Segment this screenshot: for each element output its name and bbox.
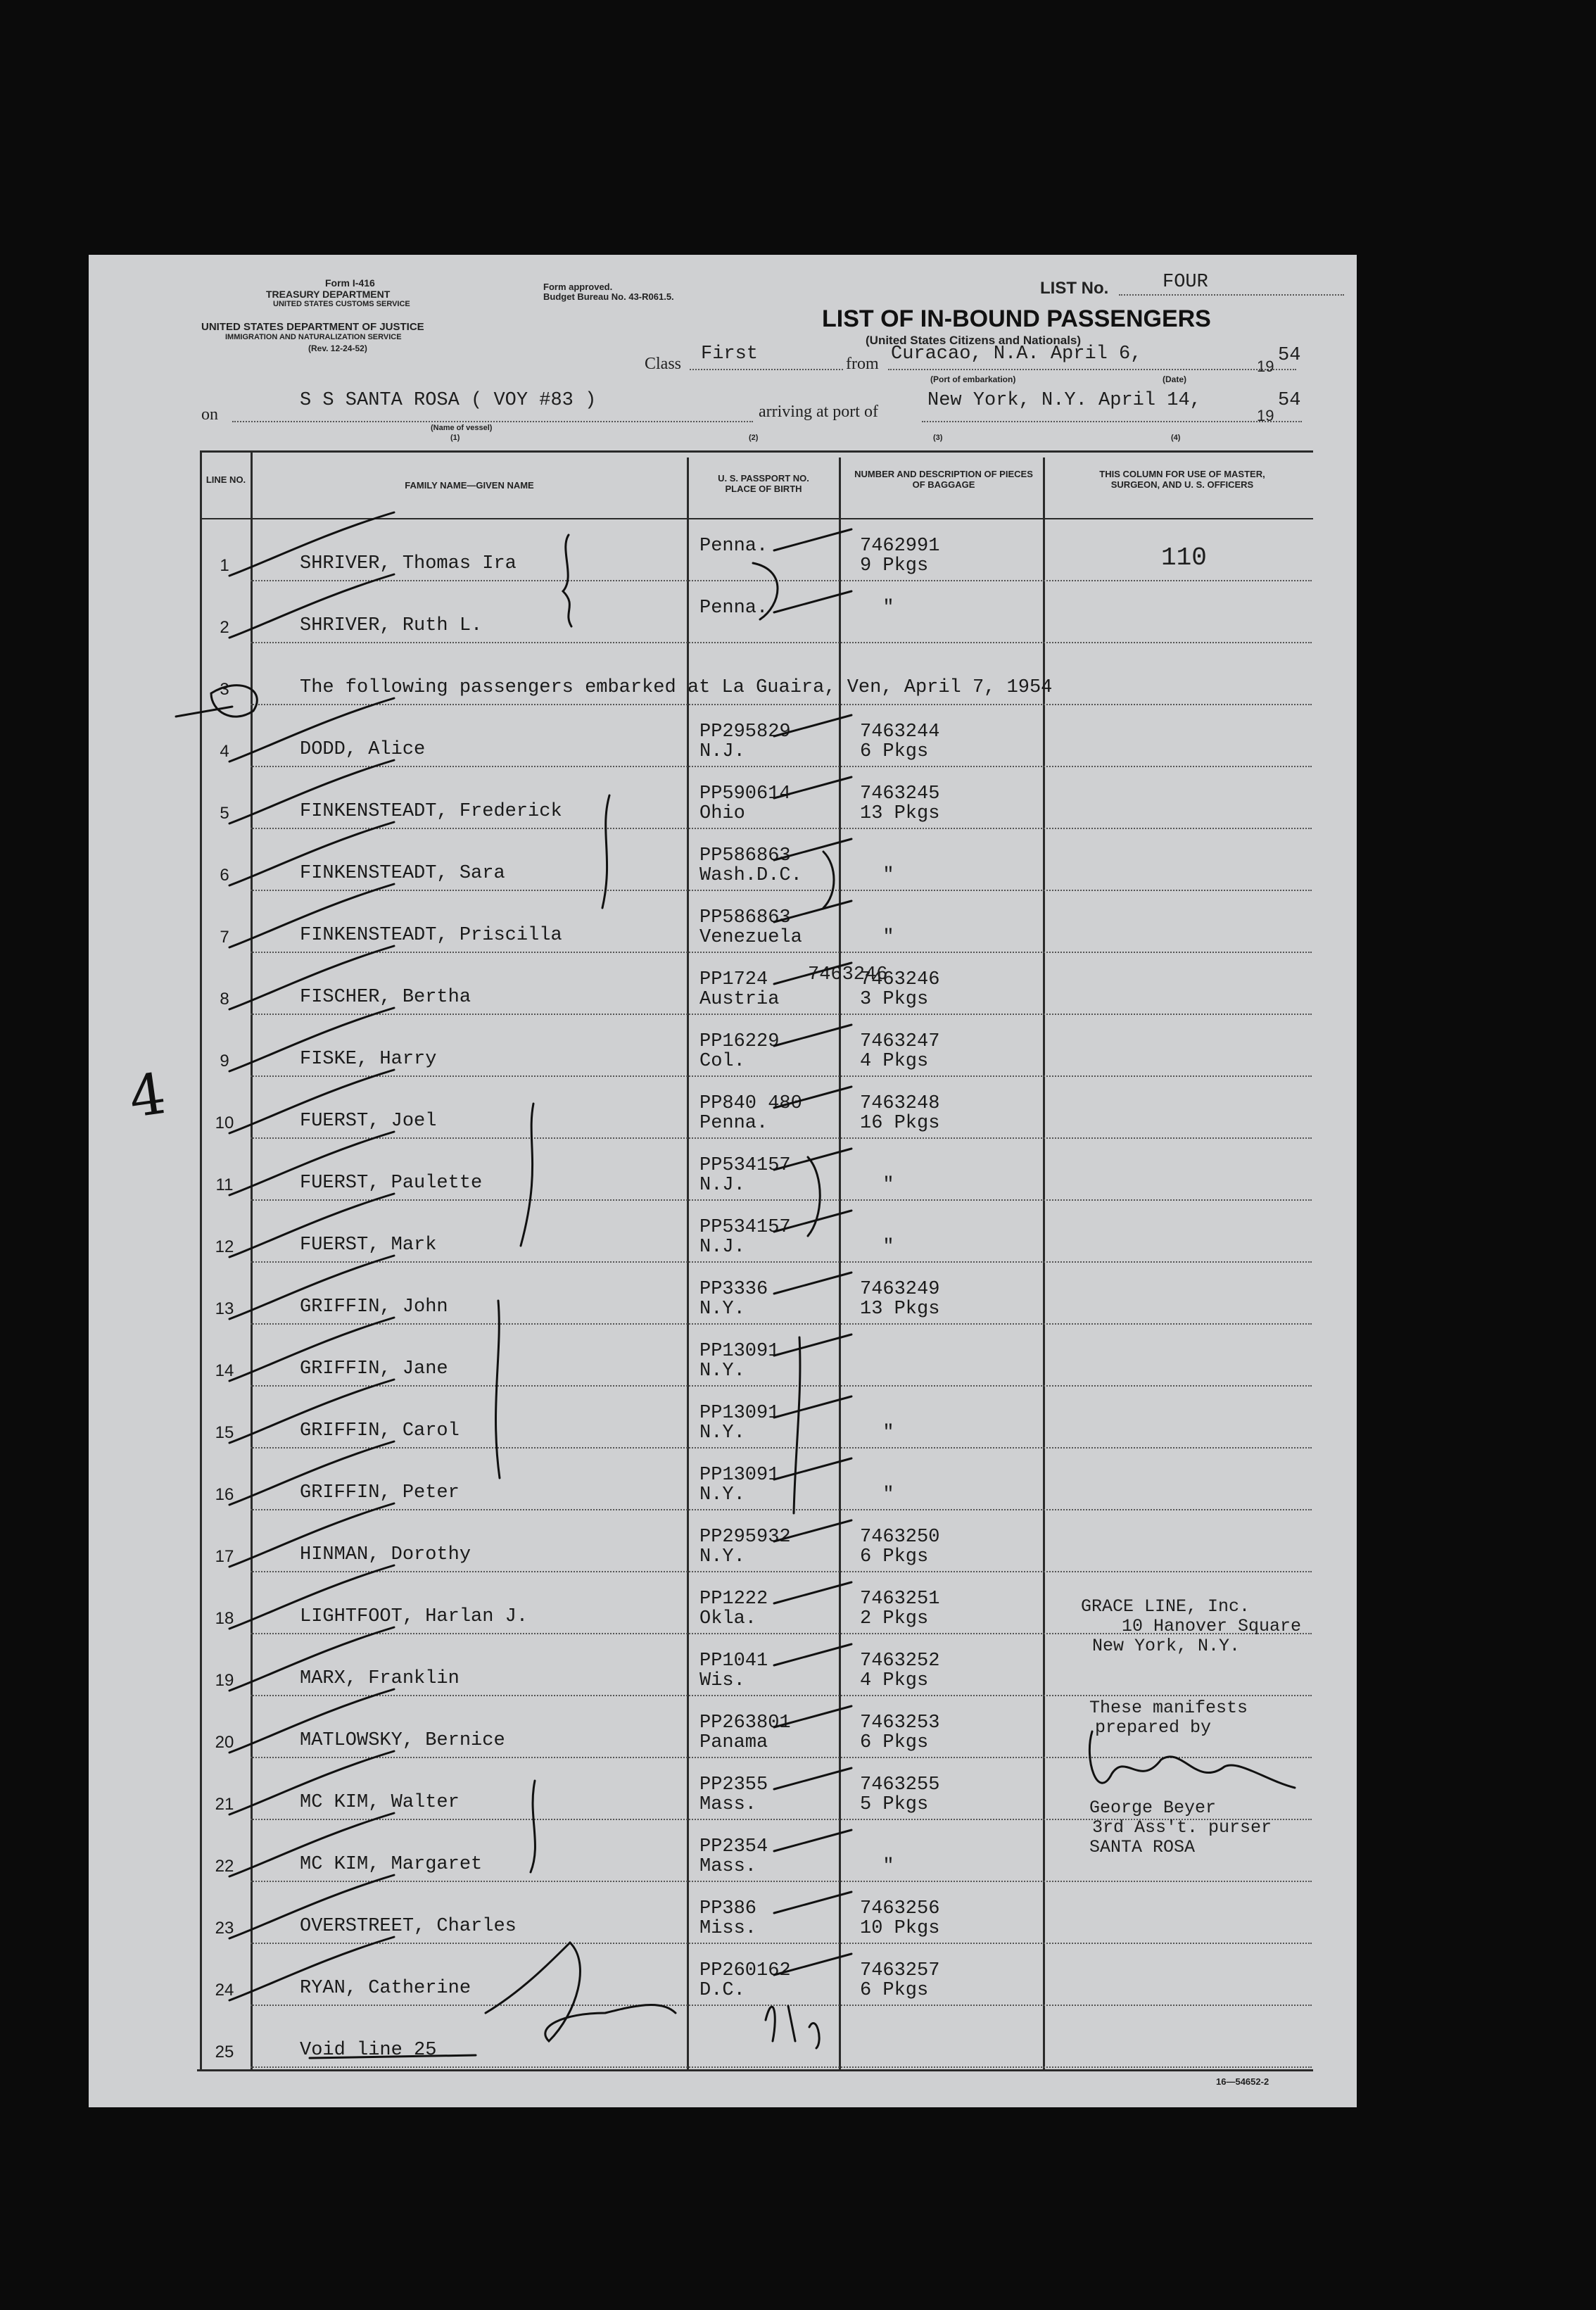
passport-birthplace: PP13091 N.Y. <box>699 1341 780 1382</box>
table-row <box>200 1078 1312 1140</box>
table-row <box>200 1326 1312 1388</box>
baggage-description: 7463247 4 Pkgs <box>860 1031 940 1072</box>
form-revision: (Rev. 12-24-52) <box>308 343 367 353</box>
passport-birthplace: PP13091 N.Y. <box>699 1403 780 1444</box>
vessel-caption: (Name of vessel) <box>431 424 493 432</box>
line-number: 13 <box>215 1299 234 1318</box>
preparer-name: George Beyer <box>1089 1798 1217 1818</box>
vessel-name: S S SANTA ROSA ( VOY #83 ) <box>300 390 597 411</box>
caption-4: (4) <box>1171 434 1181 442</box>
passport-birthplace: PP534157 N.J. <box>699 1155 791 1196</box>
arrival-value: New York, N.Y. April 14, <box>927 390 1201 411</box>
from-label: from <box>846 355 879 373</box>
list-no-rule <box>1119 294 1344 296</box>
line-number: 20 <box>215 1733 234 1752</box>
baggage-description: " <box>860 598 894 619</box>
table-row <box>200 1264 1312 1326</box>
passenger-name: DODD, Alice <box>300 739 426 760</box>
table-row <box>200 1512 1312 1574</box>
list-number-label: LIST No. <box>1040 279 1109 298</box>
table-row <box>200 2007 1312 2069</box>
row-rule <box>251 2066 1312 2068</box>
table-row <box>200 1140 1312 1202</box>
baggage-description: 7463249 13 Pkgs <box>860 1279 940 1320</box>
margin-note: 4 <box>125 1060 170 1131</box>
page-subtitle: (United States Citizens and Nationals) <box>866 334 1082 347</box>
row-rule <box>251 1385 1312 1387</box>
line-number: 25 <box>215 2043 234 2062</box>
passenger-name: FUERST, Joel <box>300 1111 437 1132</box>
passenger-name: FUERST, Paulette <box>300 1173 483 1194</box>
baggage-description: 7463245 13 Pkgs <box>860 783 940 824</box>
budget-bureau: Budget Bureau No. 43-R061.5. <box>543 291 674 302</box>
line-number: 3 <box>220 680 229 699</box>
company-city: New York, N.Y. <box>1092 1636 1241 1656</box>
caption-3: (3) <box>933 434 943 442</box>
baggage-description: " <box>882 865 894 886</box>
table-row <box>200 1016 1312 1078</box>
year-prefix-2: 19 <box>1257 407 1274 424</box>
row-rule <box>251 580 1312 581</box>
passport-birthplace: PP13091 N.Y. <box>699 1465 780 1506</box>
row-rule <box>251 1014 1312 1015</box>
table-row <box>200 1945 1312 2007</box>
passport-birthplace: PP260162 D.C. <box>699 1960 791 2001</box>
table-row <box>200 892 1312 954</box>
passport-birthplace: PP295932 N.Y. <box>699 1527 791 1567</box>
passport-birthplace: PP1724 Austria <box>699 969 780 1010</box>
passport-birthplace: PP586863 Wash.D.C. <box>699 845 802 886</box>
arrival-rule <box>922 421 1302 422</box>
baggage-description: 7463244 6 Pkgs <box>860 721 940 762</box>
customs-service: UNITED STATES CUSTOMS SERVICE <box>273 300 410 308</box>
passport-birthplace: PP16229 Col. <box>699 1031 780 1072</box>
passport-birthplace: Penna. <box>699 598 768 619</box>
passport-birthplace: PP295829 N.J. <box>699 721 791 762</box>
port-embark-caption: (Port of embarkation) <box>930 374 1016 384</box>
row-rule <box>251 2005 1312 2006</box>
row-rule <box>251 1571 1312 1572</box>
baggage-description: 7463250 6 Pkgs <box>860 1527 940 1567</box>
line-number: 17 <box>215 1547 234 1566</box>
line-number: 10 <box>215 1113 234 1132</box>
baggage-description: " <box>882 1484 894 1506</box>
line-number: 4 <box>220 742 229 761</box>
year-2: 54 <box>1278 390 1301 411</box>
baggage-description: 7463251 2 Pkgs <box>860 1589 940 1629</box>
officer-count: 110 <box>1161 543 1207 572</box>
passenger-name: FISCHER, Bertha <box>300 987 471 1008</box>
passport-birthplace: PP586863 Venezuela <box>699 907 802 948</box>
baggage-description: " <box>882 1175 894 1196</box>
company-address: 10 Hanover Square <box>1122 1616 1302 1636</box>
line-number: 2 <box>220 618 229 637</box>
line-number: 14 <box>215 1361 234 1380</box>
page-title: LIST OF IN-BOUND PASSENGERS <box>822 305 1211 332</box>
line-number: 22 <box>215 1857 234 1876</box>
line-number: 16 <box>215 1485 234 1504</box>
line-number: 6 <box>220 866 229 885</box>
row-rule <box>251 1137 1312 1139</box>
row-rule <box>251 1075 1312 1077</box>
row-rule <box>251 890 1312 891</box>
baggage-description: 7463256 10 Pkgs <box>860 1898 940 1939</box>
line-number: 15 <box>215 1423 234 1442</box>
table-row <box>200 521 1312 583</box>
inserted-baggage-number: 7463246 <box>808 964 888 985</box>
table-header-border <box>200 518 1313 519</box>
row-rule <box>251 1199 1312 1201</box>
table-row <box>200 1202 1312 1264</box>
passenger-name: MC KIM, Margaret <box>300 1854 483 1875</box>
from-rule <box>888 369 1296 370</box>
baggage-description: 7463246 3 Pkgs <box>860 969 940 1010</box>
line-number: 19 <box>215 1671 234 1690</box>
baggage-description: 7463257 6 Pkgs <box>860 1960 940 2001</box>
treasury-dept: TREASURY DEPARTMENT <box>266 289 391 300</box>
list-number: FOUR <box>1163 272 1208 293</box>
class-rule <box>690 369 843 370</box>
passport-birthplace: PP1041 Wis. <box>699 1651 768 1691</box>
embarkation-value: Curacao, N.A. April 6, <box>891 343 1142 365</box>
table-row <box>200 645 1312 707</box>
table-row <box>200 583 1312 645</box>
baggage-description: 7463252 4 Pkgs <box>860 1651 940 1691</box>
baggage-description: " <box>882 1856 894 1877</box>
header-baggage: NUMBER AND DESCRIPTION OF PIECES OF BAGGAGE <box>854 469 1033 490</box>
company-name: GRACE LINE, Inc. <box>1081 1596 1250 1617</box>
passenger-name: SHRIVER, Thomas Ira <box>300 553 517 574</box>
baggage-description: " <box>882 1422 894 1444</box>
line-number: 12 <box>215 1237 234 1256</box>
table-row <box>200 1450 1312 1512</box>
table-row <box>200 707 1312 769</box>
preparer-title: 3rd Ass't. purser <box>1092 1817 1272 1838</box>
prepared-note-1: These manifests <box>1089 1698 1248 1718</box>
line-number: 24 <box>215 1981 234 2000</box>
passport-birthplace: PP263801 Panama <box>699 1712 791 1753</box>
baggage-description: 7462991 9 Pkgs <box>860 536 940 576</box>
row-rule <box>251 952 1312 953</box>
vessel-rule <box>232 421 753 422</box>
passenger-name: GRIFFIN, Jane <box>300 1358 448 1380</box>
line-number: 5 <box>220 804 229 823</box>
row-rule <box>251 1323 1312 1325</box>
header-family-name: FAMILY NAME—GIVEN NAME <box>405 480 534 491</box>
arriving-label: arriving at port of <box>759 403 878 421</box>
header-officers: THIS COLUMN FOR USE OF MASTER, SURGEON, AND U. S. OFFICERS <box>1099 469 1265 490</box>
row-rule <box>251 1695 1312 1696</box>
passenger-name: MATLOWSKY, Bernice <box>300 1730 505 1751</box>
ins-service: IMMIGRATION AND NATURALIZATION SERVICE <box>225 333 402 341</box>
header-passport: U. S. PASSPORT NO. PLACE OF BIRTH <box>718 473 809 494</box>
passport-birthplace: PP840 480 Penna. <box>699 1093 802 1134</box>
form-approved: Form approved. <box>543 282 613 292</box>
justice-dept: UNITED STATES DEPARTMENT OF JUSTICE <box>201 321 424 333</box>
baggage-description: " <box>882 927 894 948</box>
row-rule <box>251 766 1312 767</box>
passenger-name: LIGHTFOOT, Harlan J. <box>300 1606 528 1627</box>
passenger-name: GRIFFIN, Peter <box>300 1482 460 1503</box>
passport-birthplace: PP534157 N.J. <box>699 1217 791 1258</box>
passenger-name: FINKENSTEADT, Sara <box>300 863 505 884</box>
passenger-name: FISKE, Harry <box>300 1049 437 1070</box>
table-bottom-border <box>197 2069 1313 2071</box>
line-number: 23 <box>215 1919 234 1938</box>
on-label: on <box>201 405 218 424</box>
passenger-name: FINKENSTEADT, Frederick <box>300 801 562 822</box>
row-rule <box>251 1757 1312 1758</box>
preparer-ship: SANTA ROSA <box>1089 1837 1196 1857</box>
passenger-name: GRIFFIN, Carol <box>300 1420 460 1441</box>
passport-birthplace: PP2355 Mass. <box>699 1774 768 1815</box>
caption-2: (2) <box>749 434 759 442</box>
passport-birthplace: PP2354 Mass. <box>699 1836 768 1877</box>
passenger-name: FINKENSTEADT, Priscilla <box>300 925 562 946</box>
passenger-name: RYAN, Catherine <box>300 1978 471 1999</box>
passport-birthplace: Penna. <box>699 536 768 557</box>
row-rule <box>251 642 1312 643</box>
baggage-description: 7463253 6 Pkgs <box>860 1712 940 1753</box>
line-number: 7 <box>220 928 229 947</box>
baggage-description: 7463255 5 Pkgs <box>860 1774 940 1815</box>
passport-birthplace: PP590614 Ohio <box>699 783 791 824</box>
line-number: 11 <box>215 1175 234 1194</box>
passenger-name: OVERSTREET, Charles <box>300 1916 517 1937</box>
baggage-description: 7463248 16 Pkgs <box>860 1093 940 1134</box>
row-rule <box>251 1447 1312 1449</box>
passenger-name: HINMAN, Dorothy <box>300 1544 471 1565</box>
passenger-name: Void line 25 <box>300 2040 437 2061</box>
row-rule <box>251 828 1312 829</box>
row-rule <box>251 1261 1312 1263</box>
passenger-name: MC KIM, Walter <box>300 1792 460 1813</box>
row-rule <box>251 1881 1312 1882</box>
year-prefix-1: 19 <box>1257 358 1274 375</box>
line-number: 9 <box>220 1052 229 1071</box>
passport-birthplace: PP386 Miss. <box>699 1898 757 1939</box>
table-row <box>200 954 1312 1016</box>
passenger-name: MARX, Franklin <box>300 1668 460 1689</box>
passenger-name: FUERST, Mark <box>300 1235 437 1256</box>
table-row <box>200 1388 1312 1450</box>
prepared-note-2: prepared by <box>1095 1717 1212 1738</box>
date-caption: (Date) <box>1163 374 1187 384</box>
year-1: 54 <box>1278 345 1301 366</box>
row-rule <box>251 1943 1312 1944</box>
line-number: 18 <box>215 1609 234 1628</box>
passport-birthplace: PP3336 N.Y. <box>699 1279 768 1320</box>
table-row <box>200 1883 1312 1945</box>
row-rule <box>251 1509 1312 1510</box>
class-label: Class <box>645 355 682 373</box>
caption-1: (1) <box>450 434 460 442</box>
row-rule <box>251 704 1312 705</box>
passenger-name: The following passengers embarked at La Guaira, Ven, April 7, 1954 <box>300 677 1053 698</box>
table-row <box>200 769 1312 831</box>
table-row <box>200 831 1312 892</box>
baggage-description: " <box>882 1237 894 1258</box>
form-number: Form I-416 <box>325 277 375 289</box>
header-line-no: LINE NO. <box>205 474 246 485</box>
passport-birthplace: PP1222 Okla. <box>699 1589 768 1629</box>
passenger-name: SHRIVER, Ruth L. <box>300 615 483 636</box>
class-value: First <box>701 343 759 365</box>
table-top-border <box>200 450 1313 453</box>
line-number: 8 <box>220 990 229 1009</box>
line-number: 21 <box>215 1795 234 1814</box>
footer-form-code: 16—54652-2 <box>1216 2076 1269 2087</box>
line-number: 1 <box>220 556 229 575</box>
passenger-name: GRIFFIN, John <box>300 1296 448 1318</box>
